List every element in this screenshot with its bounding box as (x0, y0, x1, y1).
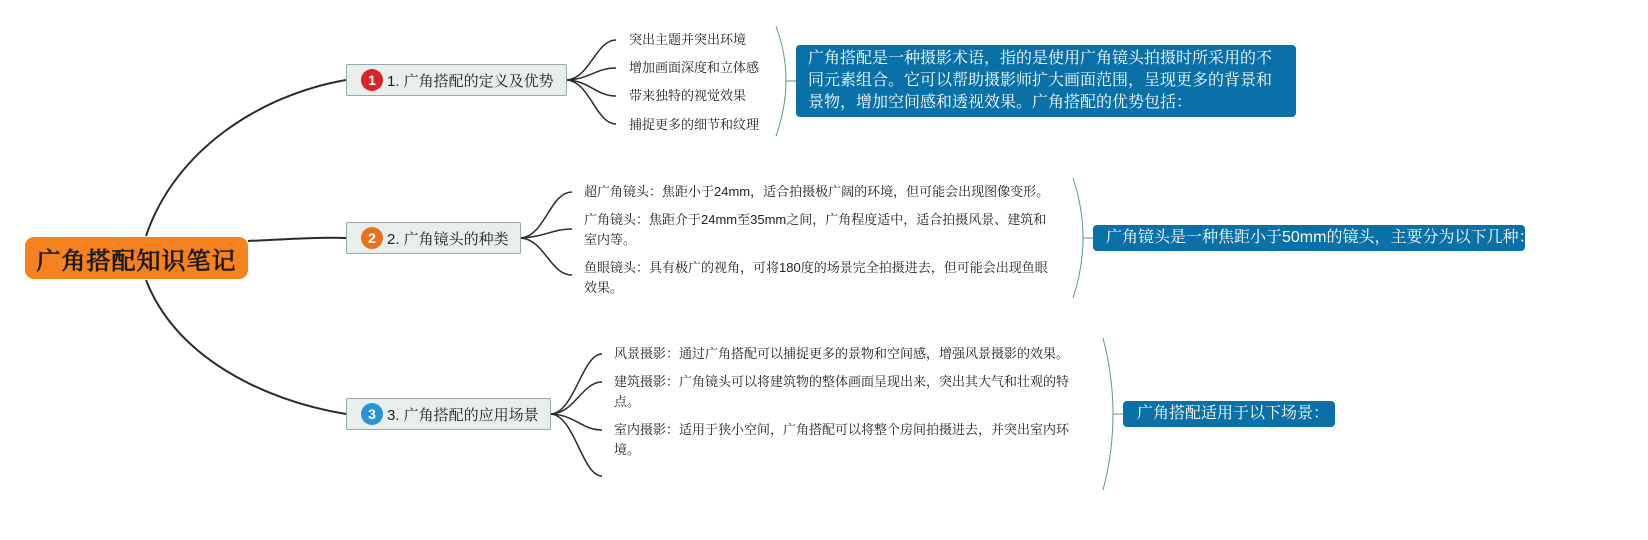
root-node[interactable] (25, 237, 248, 279)
summary-note-1[interactable]: 广角搭配是一种摄影术语，指的是使用广角镜头拍摄时所采用的不同元素组合。它可以帮助摄影师扩大画面范围，呈现更多的背景和景物，增加空间感和透视效果。广角搭配的优势包括： (796, 45, 1296, 117)
branch-label-1: 1. 广角搭配的定义及优势 (387, 72, 554, 90)
badge-number-3: 3 (361, 403, 383, 425)
branch2-connector-3 (521, 238, 572, 275)
summary-note-2[interactable]: 广角镜头是一种焦距小于50mm的镜头，主要分为以下几种： (1093, 225, 1525, 251)
leaf-3-3[interactable]: 室内摄影：适用于狭小空间，广角搭配可以将整个房间拍摄进去，并突出室内环境。 (614, 422, 1070, 457)
root-connector-2 (248, 238, 346, 241)
branch-node-1[interactable] (346, 64, 567, 96)
summary-bracket-2 (1073, 178, 1083, 298)
branch-label-2: 2. 广角镜头的种类 (387, 230, 509, 248)
branch-node-2[interactable] (346, 222, 521, 254)
leaf-3-2[interactable]: 建筑摄影：广角镜头可以将建筑物的整体画面呈现出来，突出其大气和壮观的特点。 (614, 374, 1070, 409)
summary-note-3[interactable]: 广角搭配适用于以下场景： (1123, 401, 1335, 427)
badge-number-1: 1 (361, 69, 383, 91)
leaf-2-1[interactable]: 超广角镜头：焦距小于24mm，适合拍摄极广阔的环境，但可能会出现图像变形。 (584, 184, 1050, 199)
leaf-2-3[interactable]: 鱼眼镜头：具有极广的视角，可将180度的场景完全拍摄进去，但可能会出现鱼眼效果。 (584, 260, 1048, 295)
branch-label-3: 3. 广角搭配的应用场景 (387, 406, 539, 424)
leaf-2-2[interactable]: 广角镜头：焦距介于24mm至35mm之间，广角程度适中，适合拍摄风景、建筑和室内等。 (584, 212, 1047, 247)
summary-bracket-3 (1103, 338, 1113, 490)
badge-number-2: 2 (361, 227, 383, 249)
leaf-1-2[interactable]: 增加画面深度和立体感 (629, 60, 760, 75)
root-connector-3 (146, 280, 346, 414)
branch2-connector-1 (521, 192, 572, 238)
leaf-1-1[interactable]: 突出主题并突出环境 (629, 32, 747, 47)
leaf-3-1[interactable]: 风景摄影：通过广角搭配可以捕捉更多的景物和空间感，增强风景摄影的效果。 (614, 346, 1070, 361)
leaf-1-3[interactable]: 带来独特的视觉效果 (629, 88, 747, 103)
leaf-1-4[interactable]: 捕捉更多的细节和纹理 (629, 117, 760, 132)
branch-node-3[interactable] (346, 398, 551, 430)
branch1-connector-4 (567, 80, 616, 124)
root-connector-1 (146, 80, 346, 236)
root-title: 广角搭配知识笔记 (36, 247, 237, 275)
branch2-connector-2 (521, 229, 572, 238)
summary-bracket-1 (776, 26, 786, 136)
branch3-connector-4 (551, 414, 602, 476)
